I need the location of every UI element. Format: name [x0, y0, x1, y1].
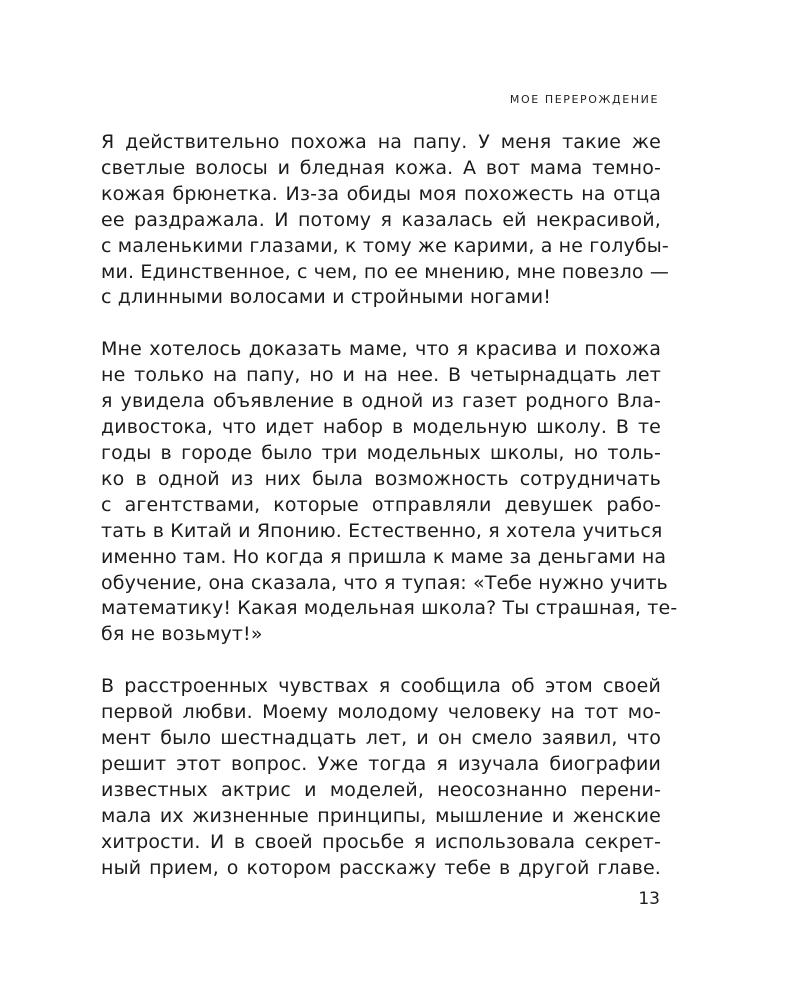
- text-line: Я действительно похожа на папу. У меня такие же: [101, 131, 661, 153]
- text-line: годы в городе было три модельных школы, но толь-: [101, 441, 661, 464]
- text-line: бя не возьмут!»: [101, 623, 263, 646]
- paragraph-2: [101, 337, 678, 648]
- text-line: тать в Китай и Японию. Естественно, я хотела учиться: [101, 519, 663, 542]
- text-line: решит этот вопрос. Уже тогда я изучала биографии: [101, 752, 661, 775]
- text-line: первой любви. Моему молодому человеку на тот мо-: [101, 701, 661, 724]
- text-line: не только на папу, но и на нее. В четырнадцать лет: [101, 364, 661, 387]
- paragraph-1: [101, 130, 670, 311]
- text-line: я увидела объявление в одной из газет родного Вла-: [101, 390, 661, 413]
- text-line: мала их жизненные принципы, мышление и женские: [101, 804, 661, 827]
- text-line: ный прием, о котором расскажу тебе в другой главе.: [101, 856, 661, 879]
- text-line: с агентствами, которые отправляли девушек рабо-: [101, 493, 661, 516]
- text-line: В расстроенных чувствах я сообщила об этом своей: [101, 675, 661, 698]
- text-line: ми. Единственное, с чем, по ее мнению, мне повезло —: [101, 260, 670, 283]
- text-line: дивостока, что идет набор в модельную школу. В те: [101, 416, 661, 439]
- text-line: известных актрис и моделей, неосознанно перени-: [101, 778, 661, 801]
- text-line: с длинными волосами и стройными ногами!: [101, 286, 551, 309]
- text-line: именно там. Но когда я пришла к маме за деньгами на: [101, 545, 667, 568]
- text-line: Мне хотелось доказать маме, что я красива и похожа: [101, 338, 661, 361]
- text-line: светлые волосы и бледная кожа. А вот мама темно-: [101, 156, 661, 179]
- text-line: ко в одной из них была возможность сотрудничать: [101, 467, 661, 490]
- text-line: мент было шестнадцать лет, и он смело заявил, что: [101, 727, 661, 750]
- text-line: хитрости. И в своей просьбе я использовала секрет-: [101, 830, 661, 853]
- text-line: кожая брюнетка. Из-за обиды моя похожесть на отца: [101, 182, 661, 205]
- text-line: математику! Какая модельная школа? Ты страшная, те-: [101, 597, 678, 620]
- running-header: МОЕ ПЕРЕРОЖДЕНИЕ: [509, 93, 659, 106]
- paragraph-3: [101, 674, 661, 881]
- text-line: обучение, она сказала, что я тупая: «Тебе нужно учить: [101, 571, 668, 594]
- page-body: [101, 130, 678, 881]
- text-line: с маленькими глазами, к тому же карими, а не голубы-: [101, 234, 669, 257]
- page-number: 13: [638, 889, 660, 909]
- text-line: ее раздражала. И потому я казалась ей некрасивой,: [101, 208, 661, 231]
